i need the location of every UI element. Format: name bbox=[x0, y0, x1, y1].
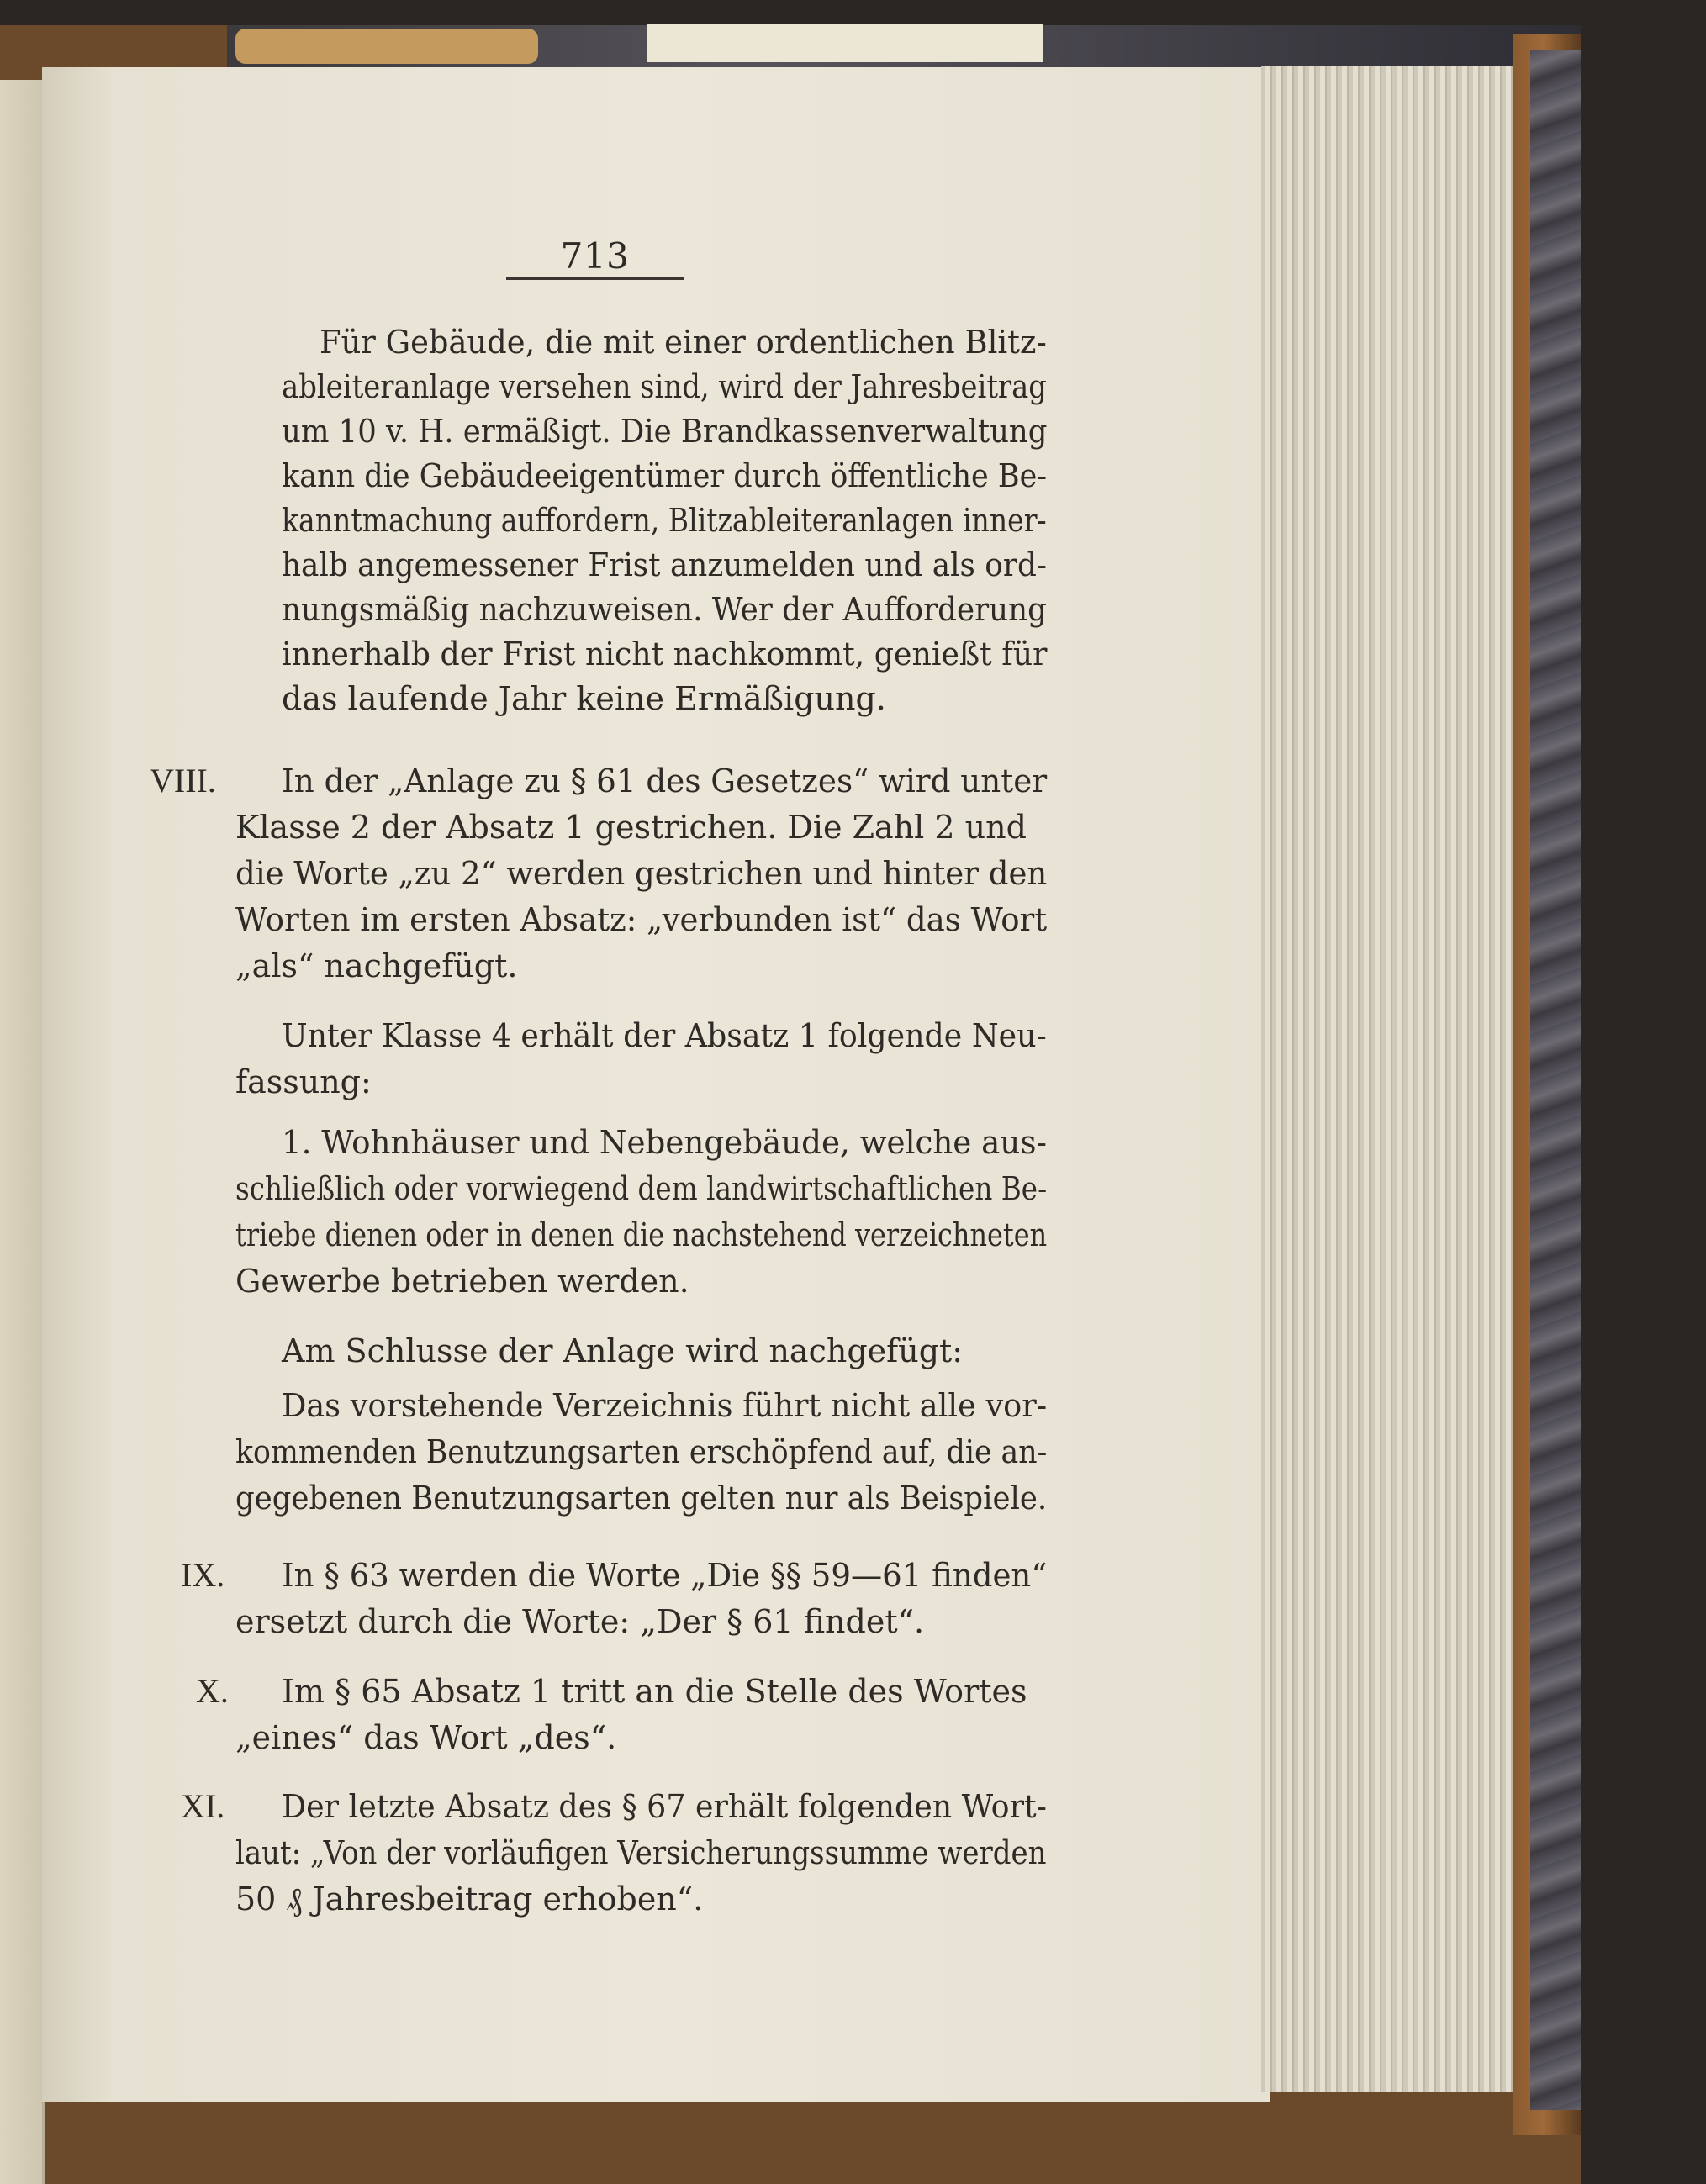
text-line: Für Gebäude, die mit einer ordentlichen Blitz- bbox=[320, 324, 1047, 361]
text-line: Das vorstehende Verzeichnis führt nicht alle vor- bbox=[282, 1387, 1048, 1424]
text-line: triebe dienen oder in denen die nachstehend verzeichneten bbox=[235, 1216, 1048, 1253]
page-number: 713 bbox=[560, 235, 630, 277]
text-line: nungsmäßig nachzuweisen. Wer der Aufforderung bbox=[282, 591, 1047, 628]
text-line: halb angemessener Frist anzumelden und als ord- bbox=[282, 546, 1047, 583]
left-page-edge bbox=[0, 80, 45, 2184]
text-line: die Worte „zu 2“ werden gestrichen und hinter den bbox=[235, 855, 1048, 892]
section-numeral: IX. bbox=[181, 1556, 225, 1594]
section-numeral: XI. bbox=[181, 1787, 225, 1825]
text-line: Der letzte Absatz des § 67 erhält folgenden Wort- bbox=[282, 1788, 1047, 1825]
text-line: Im § 65 Absatz 1 tritt an die Stelle des Wortes bbox=[282, 1673, 1027, 1710]
text-line: Worten im ersten Absatz: „verbunden ist“ das Wort bbox=[235, 901, 1048, 938]
text-line: kanntmachung auffordern, Blitzableiteranlagen inner- bbox=[282, 502, 1047, 539]
text-line: Gewerbe betrieben werden. bbox=[235, 1263, 689, 1300]
text-line: In § 63 werden die Worte „Die §§ 59—61 finden“ bbox=[282, 1557, 1048, 1594]
bookmark-paper bbox=[647, 24, 1043, 62]
text-line: Unter Klasse 4 erhält der Absatz 1 folgende Neu- bbox=[282, 1017, 1047, 1054]
text-line: Klasse 2 der Absatz 1 gestrichen. Die Zahl 2 und bbox=[235, 809, 1027, 846]
page-number-rule bbox=[506, 277, 684, 280]
background bbox=[1581, 0, 1706, 2184]
text-line: ableiteranlage versehen sind, wird der Jahresbeitrag bbox=[282, 368, 1048, 405]
text-line: kann die Gebäudeeigentümer durch öffentliche Be- bbox=[282, 457, 1048, 494]
text-line: laut: „Von der vorläufigen Versicherungssumme werden bbox=[235, 1834, 1047, 1871]
page-edges-stack bbox=[1261, 66, 1513, 2092]
text-line: „eines“ das Wort „des“. bbox=[235, 1719, 617, 1756]
text-line: schließlich oder vorwiegend dem landwirtschaftlichen Be- bbox=[235, 1170, 1048, 1207]
text-line: um 10 v. H. ermäßigt. Die Brandkassenverwaltung bbox=[282, 413, 1048, 450]
text-line: 1. Wohnhäuser und Nebengebäude, welche aus- bbox=[282, 1124, 1048, 1161]
text-line: kommenden Benutzungsarten erschöpfend auf, die an- bbox=[235, 1433, 1048, 1470]
text-line: 50 ₰ Jahresbeitrag erhoben“. bbox=[235, 1881, 704, 1918]
section-numeral: VIII. bbox=[150, 762, 216, 799]
section-numeral: X. bbox=[196, 1672, 229, 1710]
marbled-board bbox=[1530, 50, 1581, 2110]
paragraph-schluss: Am Schlusse der Anlage wird nachgefügt: bbox=[282, 1332, 964, 1369]
text-line: gegebenen Benutzungsarten gelten nur als Beispiele. bbox=[235, 1480, 1048, 1517]
text-line: innerhalb der Frist nicht nachkommt, genießt für bbox=[282, 636, 1048, 673]
text-line: „als“ nachgefügt. bbox=[235, 947, 518, 984]
headband bbox=[235, 29, 538, 64]
text-line: fassung: bbox=[235, 1063, 372, 1100]
text-line: In der „Anlage zu § 61 des Gesetzes“ wird unter bbox=[282, 762, 1048, 799]
text-line: ersetzt durch die Worte: „Der § 61 findet“. bbox=[235, 1603, 925, 1640]
text-line: das laufende Jahr keine Ermäßigung. bbox=[282, 680, 886, 717]
